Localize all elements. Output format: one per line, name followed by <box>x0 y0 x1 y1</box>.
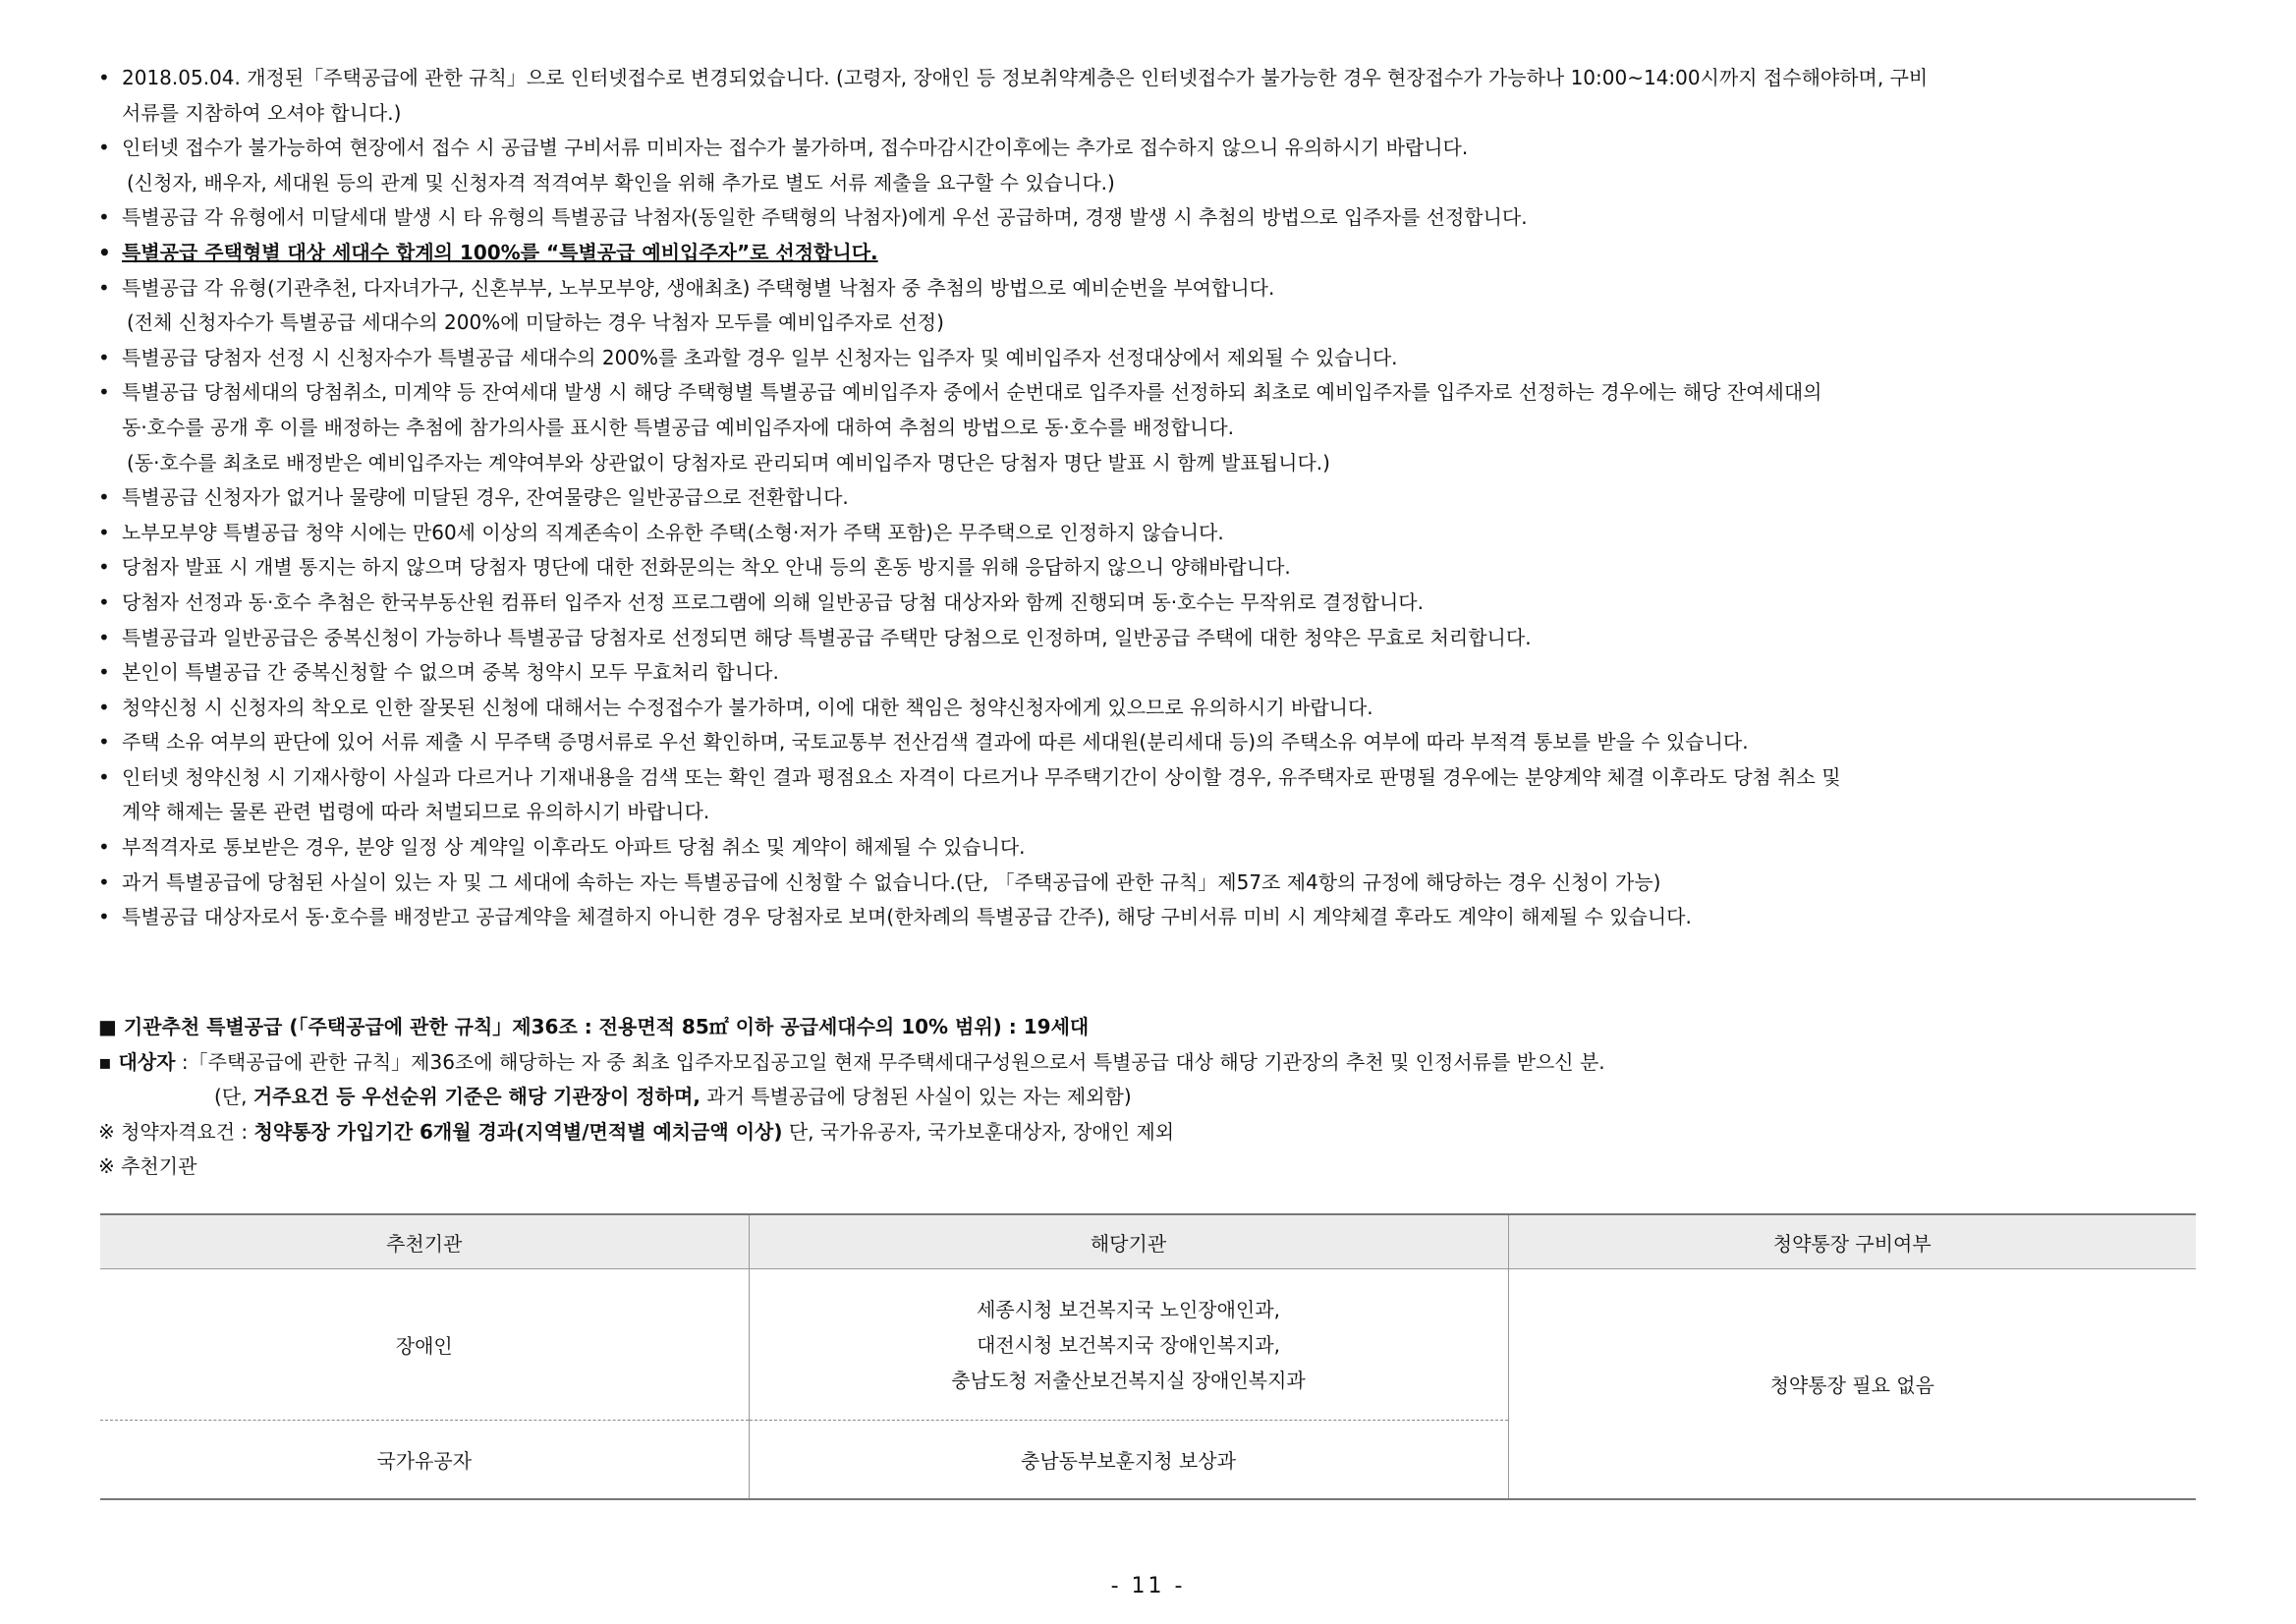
org-cell: 국가유공자 <box>100 1421 749 1500</box>
bullet-item <box>98 725 2211 760</box>
bullet-item <box>98 271 2211 307</box>
bullet-item <box>98 655 2211 691</box>
bullet-text: 노부모부양 특별공급 청약 시에는 만60세 이상의 직계존속이 소유한 주택(소형·저가 주택 포함)은 무주택으로 인정하지 않습니다. <box>122 520 1224 544</box>
agency-label: ※ 추천기관 <box>98 1154 197 1179</box>
account-requirement-cell: 청약통장 필요 없음 <box>1508 1269 2196 1500</box>
bullet-continuation <box>98 96 2211 132</box>
target-label: ▪ 대상자 <box>98 1049 176 1074</box>
agency-line: 충남도청 저출산보건복지실 장애인복지과 <box>951 1368 1306 1392</box>
bullet-text: (신청자, 배우자, 세대원 등의 관계 및 신청자격 적격여부 확인을 위해 추가로 별도 서류 제출을 요구할 수 있습니다.) <box>127 170 1115 195</box>
bullet-item <box>98 691 2211 726</box>
agency-line: 대전시청 보건복지국 장애인복지과, <box>977 1332 1280 1357</box>
note-pre: (단, <box>214 1085 253 1109</box>
bullet-text: 특별공급 당첨자 선정 시 신청자수가 특별공급 세대수의 200%를 초과할 경우 일부 신청자는 입주자 및 예비입주자 선정대상에서 제외될 수 있습니다. <box>122 345 1398 369</box>
bullet-item <box>98 341 2211 376</box>
bullet-text: 특별공급 대상자로서 동·호수를 배정받고 공급계약을 체결하지 아니한 경우 당첨자로 보며(한차례의 특별공급 간주), 해당 구비서류 미비 시 계약체결 후라도 계약이 해제될 수 있습니다. <box>122 905 1692 929</box>
bullet-continuation <box>98 166 2211 201</box>
column-header: 청약통장 구비여부 <box>1508 1214 2196 1269</box>
bullet-item <box>98 760 2211 796</box>
column-header: 추천기관 <box>100 1214 749 1269</box>
bullet-text: 특별공급 각 유형에서 미달세대 발생 시 타 유형의 특별공급 낙첨자(동일한 주택형의 낙첨자)에게 우선 공급하며, 경쟁 발생 시 추첨의 방법으로 입주자를 선정합니다. <box>122 205 1528 230</box>
bullet-text: 서류를 지참하여 오셔야 합니다.) <box>122 100 402 125</box>
qual-bold: 청약통장 가입기간 6개월 경과(지역별/면적별 예치금액 이상) <box>253 1119 783 1144</box>
column-header: 해당기관 <box>749 1214 1508 1269</box>
bullet-continuation <box>98 446 2211 481</box>
bullet-text: 주택 소유 여부의 판단에 있어 서류 제출 시 무주택 증명서류로 우선 확인하며, 국토교통부 전산검색 결과에 따른 세대원(분리세대 등)의 주택소유 여부에 따라 부적격 통보를 받을 수 있습니다. <box>122 730 1749 755</box>
qualification-line <box>98 1115 2211 1150</box>
bullet-text: 특별공급과 일반공급은 중복신청이 가능하나 특별공급 당첨자로 선정되면 해당 특별공급 주택만 당첨으로 인정하며, 일반공급 주택에 대한 청약은 무효로 처리합니다. <box>122 625 1532 649</box>
bullet-text: 특별공급 주택형별 대상 세대수 합계의 100%를 “특별공급 예비입주자”로 선정합니다. <box>122 240 878 264</box>
bullet-item <box>98 550 2211 586</box>
bullet-text: 당첨자 발표 시 개별 통지는 하지 않으며 당첨자 명단에 대한 전화문의는 착오 안내 등의 혼동 방지를 위해 응답하지 않으니 양해바랍니다. <box>122 555 1291 580</box>
bullet-text: 인터넷 청약신청 시 기재사항이 사실과 다르거나 기재내용을 검색 또는 확인 결과 평점요소 자격이 다르거나 무주택기간이 상이할 경우, 유주택자로 판명될 경우에는 분양계약 체결 이후라도 당첨 취소 및 <box>122 764 1841 789</box>
bullet-text: (동·호수를 최초로 배정받은 예비입주자는 계약여부와 상관없이 당첨자로 관리되며 예비입주자 명단은 당첨자 명단 발표 시 함께 발표됩니다.) <box>127 450 1330 475</box>
section-heading: ■ 기관추천 특별공급 (「주택공급에 관한 규칙」제36조 : 전용면적 85㎡ 이하 공급세대수의 10% 범위) : 19세대 <box>98 1015 1090 1038</box>
bullet-item <box>98 586 2211 621</box>
bullet-text: 청약신청 시 신청자의 착오로 인한 잘못된 신청에 대해서는 수정접수가 불가하며, 이에 대한 책임은 청약신청자에게 있으므로 유의하시기 바랍니다. <box>122 695 1373 719</box>
agency-cell <box>749 1269 1508 1421</box>
bullet-text: 특별공급 당첨세대의 당첨취소, 미계약 등 잔여세대 발생 시 해당 주택형별 특별공급 예비입주자 중에서 순번대로 입주자를 선정하되 최초로 예비입주자를 입주자로 선정하는 경우에는 해당 잔여세대의 <box>122 380 1822 405</box>
recommendation-agency-table <box>100 1213 2196 1500</box>
agency-cell: 충남동부보훈지청 보상과 <box>749 1421 1508 1500</box>
bullet-continuation <box>98 411 2211 446</box>
bullet-text: (전체 신청자수가 특별공급 세대수의 200%에 미달하는 경우 낙첨자 모두를 예비입주자로 선정) <box>127 310 944 335</box>
bullet-text: 계약 해제는 물론 관련 법령에 따라 처벌되므로 유의하시기 바랍니다. <box>122 800 710 824</box>
table-row <box>100 1269 2196 1421</box>
bullet-item <box>98 131 2211 166</box>
bullet-item <box>98 480 2211 516</box>
institution-recommendation-section <box>98 1010 2211 1185</box>
bullet-item <box>98 375 2211 411</box>
notice-bullet-list <box>98 61 2211 935</box>
bullet-item <box>98 830 2211 866</box>
bullet-text: 2018.05.04. 개정된「주택공급에 관한 규칙」으로 인터넷접수로 변경되었습니다. (고령자, 장애인 등 정보취약계층은 인터넷접수가 불가능한 경우 현장접수가 가능하나 10:00~14:00시까지 접수해야하며, 구비 <box>122 66 1929 89</box>
bullet-text: 특별공급 신청자가 없거나 물량에 미달된 경우, 잔여물량은 일반공급으로 전환합니다. <box>122 485 849 510</box>
org-cell: 장애인 <box>395 1334 453 1358</box>
target-note <box>98 1080 2211 1115</box>
bullet-text: 특별공급 각 유형(기관추천, 다자녀가구, 신혼부부, 노부모부양, 생애최초) 주택형별 낙첨자 중 추첨의 방법으로 예비순번을 부여합니다. <box>122 275 1275 300</box>
bullet-item <box>98 866 2211 901</box>
bullet-item <box>98 236 2211 271</box>
qual-pre: ※ 청약자격요건 : <box>98 1119 254 1144</box>
bullet-text: 과거 특별공급에 당첨된 사실이 있는 자 및 그 세대에 속하는 자는 특별공급에 신청할 수 없습니다.(단, 「주택공급에 관한 규칙」제57조 제4항의 규정에 해당하는 경우 신청이 가능) <box>122 869 1661 894</box>
bullet-text: 인터넷 접수가 불가능하여 현장에서 접수 시 공급별 구비서류 미비자는 접수가 불가하며, 접수마감시간이후에는 추가로 접수하지 않으니 유의하시기 바랍니다. <box>122 136 1469 160</box>
target-text: :「주택공급에 관한 규칙」제36조에 해당하는 자 중 최초 입주자모집공고일 현재 무주택세대구성원으로서 특별공급 대상 해당 기관장의 추천 및 인정서류를 받으신 분. <box>175 1049 1605 1074</box>
bullet-text: 본인이 특별공급 간 중복신청할 수 없으며 중복 청약시 모두 무효처리 합니다. <box>122 660 779 685</box>
note-post: 과거 특별공급에 당첨된 사실이 있는 자는 제외함) <box>700 1085 1132 1109</box>
bullet-item <box>98 516 2211 551</box>
note-bold: 거주요건 등 우선순위 기준은 해당 기관장이 정하며, <box>252 1085 700 1109</box>
bullet-continuation <box>98 306 2211 341</box>
bullet-item <box>98 200 2211 236</box>
bullet-item <box>98 61 2211 96</box>
bullet-text: 동·호수를 공개 후 이를 배정하는 추첨에 참가의사를 표시한 특별공급 예비입주자에 대하여 추첨의 방법으로 동·호수를 배정합니다. <box>122 415 1235 439</box>
bullet-item <box>98 900 2211 935</box>
bullet-text: 부적격자로 통보받은 경우, 분양 일정 상 계약일 이후라도 아파트 당첨 취소 및 계약이 해제될 수 있습니다. <box>122 835 1026 860</box>
target-line <box>98 1045 2211 1081</box>
bullet-item <box>98 621 2211 656</box>
qual-post: 단, 국가유공자, 국가보훈대상자, 장애인 제외 <box>782 1119 1175 1144</box>
bullet-text: 당첨자 선정과 동·호수 추첨은 한국부동산원 컴퓨터 입주자 선정 프로그램에 의해 일반공급 당첨 대상자와 함께 진행되며 동·호수는 무작위로 결정합니다. <box>122 589 1424 614</box>
page-number: - 11 - <box>1110 1574 1186 1598</box>
table-header-row <box>100 1214 2196 1269</box>
agency-line: 세종시청 보건복지국 노인장애인과, <box>977 1297 1280 1321</box>
bullet-continuation <box>98 795 2211 830</box>
